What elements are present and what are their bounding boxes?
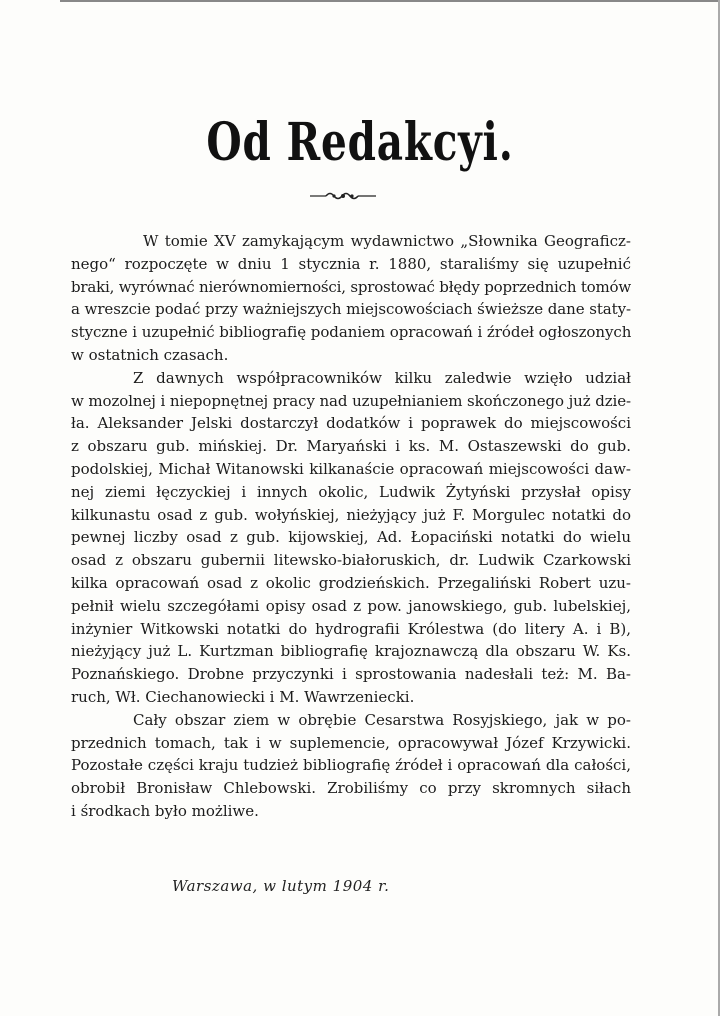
page-edge-top [60, 0, 720, 2]
paragraph-1-line: nego“ rozpoczęte w dniu 1 stycznia r. 1880, staraliśmy się uzupełnić [71, 254, 631, 273]
paragraph-3-line: Cały obszar ziem w obrębie Cesarstwa Rosyjskiego, jak w po- [133, 710, 631, 729]
paragraph-2-line: ła. Aleksander Jelski dostarczył dodatków i poprawek do miejscowości [71, 414, 631, 433]
paragraph-2-line: nieżyjący już L. Kurtzman bibliografię krajoznawczą dla obszaru W. Ks. [71, 642, 631, 661]
paragraph-1-line: W tomie XV zamykającym wydawnictwo „Słownika Geograficz- [143, 232, 631, 250]
page-title: Od Redakcyi. [206, 112, 514, 173]
paragraph-2-line: kilkunastu osad z gub. wołyńskiej, nieżyjący już F. Morgulec notatki do [71, 505, 631, 524]
paragraph-2-line: w mozolnej i niepopnętnej pracy nad uzupełnianiem skończonego już dzie- [71, 391, 631, 410]
body-text [71, 230, 631, 823]
paragraph-3-line: przednich tomach, tak i w suplemencie, opracowywał Józef Krzywicki. [71, 733, 631, 752]
paragraph-3-line: i środkach było możliwe. [71, 801, 259, 820]
paragraph-2-line: kilka opracowań osad z okolic grodzieńskich. Przegaliński Robert uzu- [71, 573, 631, 592]
signature-place-date: Warszawa, w lutym 1904 r. [172, 877, 390, 895]
paragraph-2-line: pełnił wielu szczegółami opisy osad z pow. janowskiego, gub. lubelskiej, [71, 596, 631, 615]
paragraph-3-line: Pozostałe części kraju tudzież bibliografię źródeł i opracowań dla całości, [71, 756, 631, 775]
paragraph-2-line: Z dawnych współpracowników kilku zaledwie wzięło udział [133, 368, 631, 387]
paragraph-2-line: z obszaru gub. mińskiej. Dr. Maryański i ks. M. Ostaszewski do gub. [71, 437, 631, 456]
paragraph-2-line: osad z obszaru gubernii litewsko-białoruskich, dr. Ludwik Czarkowski [71, 551, 631, 570]
paragraph-1-line: a wreszcie podać przy ważniejszych miejscowościach świeższe dane staty- [71, 300, 631, 319]
paragraph-1-line: braki, wyrównać nierównomierności, sprostować błędy poprzednich tomów [71, 277, 631, 296]
paragraph-2-line: pewnej liczby osad z gub. kijowskiej, Ad. Łopaciński notatki do wielu [71, 528, 631, 547]
paragraph-3-line: obrobił Bronisław Chlebowski. Zrobiliśmy co przy skromnych siłach [71, 779, 631, 798]
paragraph-2-line: podolskiej, Michał Witanowski kilkanaście opracowań miejscowości daw- [71, 459, 631, 478]
paragraph-1-line: styczne i uzupełnić bibliografię podaniem opracowań i źródeł ogłoszonych [71, 323, 632, 342]
paragraph-2-line: Poznańskiego. Drobne przyczynki i sprostowania nadesłali też: M. Ba- [71, 665, 631, 684]
paragraph-2-line: ruch, Wł. Ciechanowiecki i M. Wawrzeniecki. [71, 687, 415, 706]
paragraph-1-line: w ostatnich czasach. [71, 345, 229, 364]
paragraph-2-line: nej ziemi łęczyckiej i innych okolic, Ludwik Żytyński przysłał opisy [71, 482, 631, 501]
paragraph-2-line: inżynier Witkowski notatki do hydrografii Królestwa (do litery A. i B), [71, 619, 631, 638]
ornament-divider [310, 190, 376, 202]
